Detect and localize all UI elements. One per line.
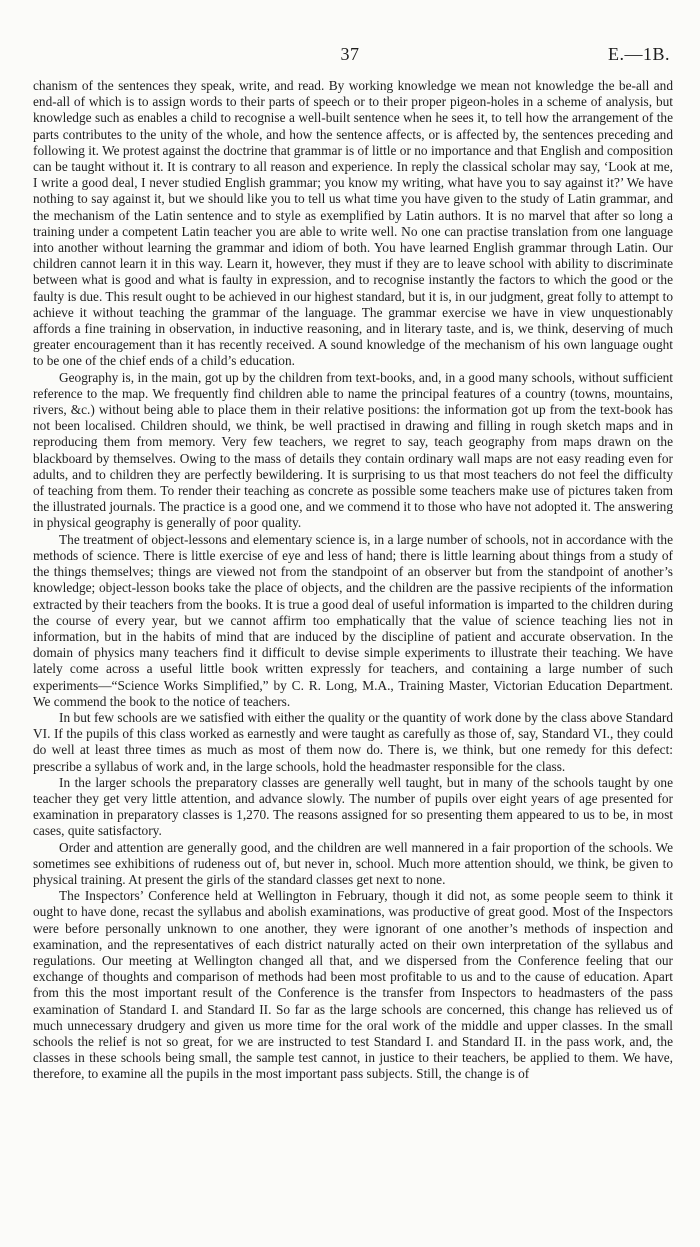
paragraph-order-and-attention: Order and attention are generally good, and the children are well mannered in a fair proportion of the schools. We sometimes see exhibitions of rudeness out of, but never in, school. Much more attention should, we think, be given to physical training. At present the girls of the standard classes get next to none. [33, 839, 673, 887]
paragraph-geography: Geography is, in the main, got up by the children from text-books, and, in a good many schools, without sufficient reference to the map. We frequently find children able to name the principal features of a country (towns, mountains, rivers, &c.) without being able to place them in their relative positions: the information got up from the text-book has not been localised. Children should, we think, be well practised in drawing and filling in rough sketch maps and in reproducing them from memory. Very few teachers, we regret to say, teach geography from maps drawn on the blackboard by themselves. Owing to the mass of details they contain ordinary wall maps are not easy reading even for adults, and to children they are perfectly bewildering. It is surprising to us that most teachers do not feel the difficulty of teaching from them. To render their teaching as concrete as possible some teachers make use of pictures taken from the illustrated journals. The practice is a good one, and we commend it to those who have not adopted it. The answering in physical geography is generally of poor quality. [33, 369, 673, 531]
page-number: 37 [340, 44, 360, 64]
paragraph-class-above-standard-vi: In but few schools are we satisfied with either the quality or the quantity of work done by the class above Standard VI. If the pupils of this class worked as earnestly and were taught as carefully as those of, say, Standard VI., they could do well at least three times as much as most of them now do. There is, we think, but one remedy for this defect: prescribe a syllabus of work and, in the large schools, hold the headmaster responsible for the class. [33, 709, 673, 774]
body-text [33, 78, 673, 1238]
paragraph-grammar-continued: chanism of the sentences they speak, write, and read. By working knowledge we mean not knowledge the be-all and end-all of which is to assign words to their parts of speech or to their proper pigeon-holes in a scheme of analysis, but knowledge such as enables a child to recognise a well-built sentence when he sees it, to tell how the arrangement of the parts contributes to the unity of the whole, and how the sentence affects, or is affected by, the sentences preceding and following it. We protest against the doctrine that grammar is of little or no importance and that English and composition can be taught without it. It is contrary to all reason and experience. In reply the classical scholar may say, ‘Look at me, I write a good deal, I never studied English grammar; you know my writing, what have you to say against it?’ We have nothing to say against it, but we should like you to tell us what time you have given to the study of Latin grammar, and the mechanism of the Latin sentence and to style as exemplified by Latin authors. It is no marvel that after so long a training under a competent Latin teacher you are able to write well. No one can practise translation from one language into another without learning the grammar and idiom of both. You have learned English grammar through Latin. Our children cannot learn it in this way. Learn it, however, they must if they are to leave school with ability to discriminate between what is good and what is faulty in expression, and to recognise instantly the factors to which the good or the faulty is due. This result ought to be achieved in our highest standard, but it is, in our judgment, great folly to attempt to achieve it without teaching the grammar of the language. The grammar exercise we have in view unquestionably affords a fine training in observation, in inductive reasoning, and in literary taste, and is, we think, deserving of much greater encouragement than it has recently received. A sound knowledge of the mechanism of his own language ought to be one of the chief ends of a child’s education. [33, 78, 673, 369]
paragraph-preparatory-classes: In the larger schools the preparatory classes are generally well taught, but in many of the schools taught by one teacher they get very little attention, and advance slowly. The number of pupils over eight years of age presented for examination in preparatory classes is 1,270. The reasons assigned for so presenting them appeared to us to be, in most cases, quite satisfactory. [33, 774, 673, 839]
paragraph-object-lessons: The treatment of object-lessons and elementary science is, in a large number of schools, not in accordance with the methods of science. There is little exercise of eye and less of hand; there is little learning about things from a study of the things themselves; things are viewed not from the standpoint of an observer but from the standpoint of another’s knowledge; object-lesson books take the place of objects, and the children are the passive recipients of the information extracted by their teachers from the books. It is true a good deal of useful information is imparted to the children during the course of every year, but we cannot affirm too emphatically that the value of science teaching lies not in information, but in the habits of mind that are induced by the discipline of patient and accurate observation. In the domain of physics many teachers find it difficult to devise simple experiments to illustrate their teaching. We have lately come across a useful little book written expressly for teachers, and containing a large number of such experiments—“Science Works Simplified,” by C. R. Long, M.A., Training Master, Victorian Education Department. We commend the book to the notice of teachers. [33, 531, 673, 709]
document-reference: E.—1B. [607, 44, 670, 64]
paragraph-inspectors-conference: The Inspectors’ Conference held at Wellington in February, though it did not, as some people seem to think it ought to have done, recast the syllabus and abolish examinations, was productive of great good. Most of the Inspectors were before personally unknown to one another, they were ignorant of one another’s methods of inspection and examination, and the representatives of each district naturally acted on their own interpretation of the syllabus and regulations. Our meeting at Wellington changed all that, and we dispersed from the Conference feeling that our exchange of thoughts and comparison of methods had been most profitable to us and to the cause of education. Apart from this the most important result of the Conference is the transfer from Inspectors to headmasters of the pass examination of Standard I. and Standard II. So far as the large schools are concerned, this change has relieved us of much unnecessary drudgery and given us more time for the oral work of the middle and upper classes. In the small schools the relief is not so great, for we are instructed to test Standard I. and Standard II. in the pass work, and, the classes in these schools being small, the sample test cannot, in justice to their teachers, be applied to them. We have, therefore, to examine all the pupils in the most important pass subjects. Still, the change is of [33, 888, 673, 1082]
